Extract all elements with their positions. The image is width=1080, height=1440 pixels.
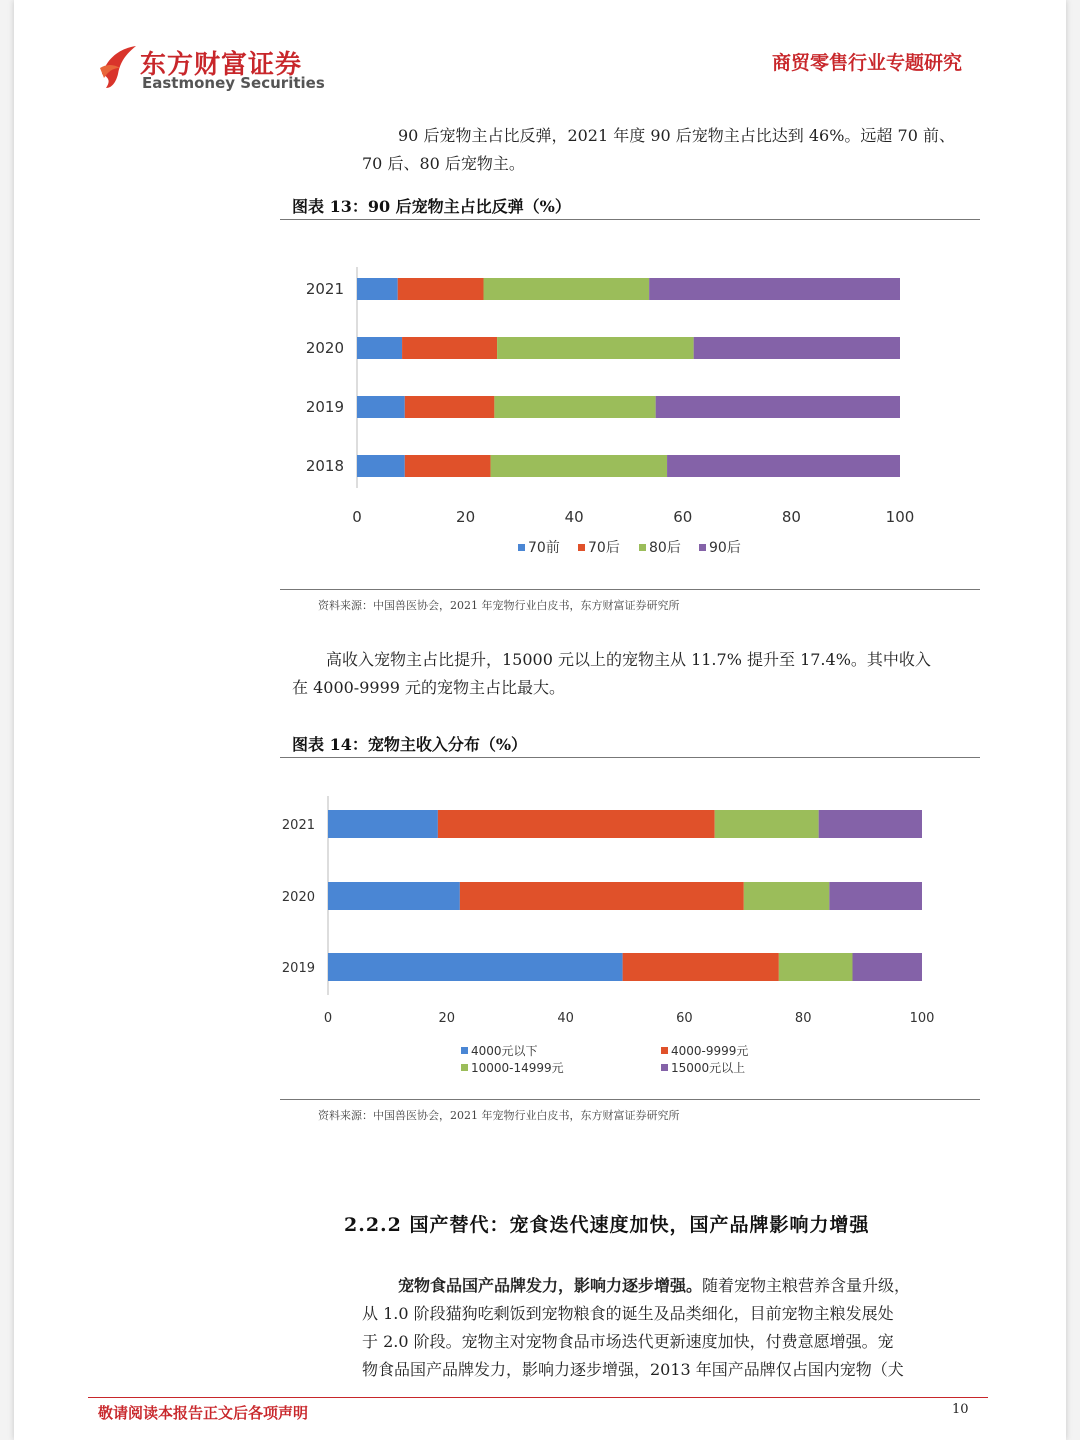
fig13-legend-label: 70前 [528, 540, 560, 556]
fig14-category-label: 2020 [281, 890, 315, 905]
fig14-legend-swatch [461, 1064, 468, 1071]
figure-14-chart [280, 790, 980, 1090]
section-heading: 2.2.2 国产替代：宠食迭代速度加快，国产品牌影响力增强 [344, 1214, 870, 1236]
figure-14-top-rule [280, 757, 980, 758]
fig13-category-label: 2019 [305, 398, 344, 416]
logo-name-en: Eastmoney Securities [142, 74, 325, 92]
fig14-legend-swatch [461, 1047, 468, 1054]
fig13-category-label: 2021 [305, 280, 344, 298]
fig13-bar-2018-s1 [405, 455, 491, 477]
figure-13-title: 图表 13：90 后宠物主占比反弹（%） [292, 197, 571, 216]
figure-14-source: 资料来源：中国兽医协会，2021 年宠物行业白皮书，东方财富证券研究所 [318, 1109, 680, 1122]
fig13-bar-2021-s2 [484, 278, 650, 300]
fig14-x-tick-label: 40 [557, 1011, 574, 1026]
fig13-bar-2019-s0 [357, 396, 405, 418]
fig14-bar-2021-s2 [715, 810, 819, 838]
fig14-legend-swatch [661, 1047, 668, 1054]
paragraph-3-line-2: 从 1.0 阶段猫狗吃剩饭到宠物粮食的诞生及品类细化，目前宠物主粮发展处 [362, 1304, 894, 1323]
fig13-bar-2020-s1 [402, 337, 497, 359]
fig14-x-tick-label: 80 [794, 1011, 812, 1026]
figure-14-bottom-rule [280, 1099, 980, 1100]
fig13-legend-swatch [578, 544, 585, 551]
figure-13-bottom-rule [280, 589, 980, 590]
fig13-bar-2019-s2 [494, 396, 655, 418]
paragraph-3-line-3: 于 2.0 阶段。宠物主对宠物食品市场迭代更新速度加快，付费意愿增强。宠 [362, 1332, 894, 1351]
fig14-bar-2021-s3 [819, 810, 922, 838]
fig14-legend-label: 4000元以下 [471, 1044, 538, 1058]
fig13-legend-swatch [639, 544, 646, 551]
footer-rule [88, 1397, 988, 1398]
fig13-bar-2019-s1 [405, 396, 495, 418]
paragraph-2-line-2: 在 4000-9999 元的宠物主占比最大。 [292, 678, 566, 697]
fig14-bar-2020-s2 [744, 882, 830, 910]
eastmoney-logo-icon [98, 44, 138, 90]
paragraph-3-bold-lead: 宠物食品国产品牌发力，影响力逐步增强。 [398, 1276, 703, 1295]
report-type-title: 商贸零售行业专题研究 [771, 52, 962, 74]
fig13-bar-2020-s0 [357, 337, 402, 359]
fig14-bar-2019-s3 [853, 953, 922, 981]
paragraph-2-line-1: 高收入宠物主占比提升，15000 元以上的宠物主从 11.7% 提升至 17.4%。其中收入 [326, 650, 931, 669]
fig14-legend-label: 15000元以上 [671, 1061, 746, 1075]
fig14-bar-2021-s0 [328, 810, 438, 838]
paragraph-3-line-1 [398, 1272, 910, 1300]
fig13-x-tick-label: 100 [885, 508, 915, 526]
paragraph-1-line-1: 90 后宠物主占比反弹，2021 年度 90 后宠物主占比达到 46%。远超 70 前、 [398, 126, 955, 145]
figure-13-chart [280, 250, 980, 570]
fig13-bar-2019-s3 [656, 396, 900, 418]
figure-13-top-rule [280, 219, 980, 220]
fig13-bar-2018-s0 [357, 455, 405, 477]
fig14-x-tick-label: 20 [438, 1011, 456, 1026]
paragraph-1-line-2: 70 后、80 后宠物主。 [362, 154, 525, 173]
fig13-bar-2018-s3 [667, 455, 900, 477]
figure-14-title: 图表 14：宠物主收入分布（%） [292, 735, 528, 754]
fig14-category-label: 2019 [281, 961, 315, 976]
fig13-legend-label: 70后 [588, 540, 620, 556]
fig14-bar-2020-s0 [328, 882, 460, 910]
fig13-bar-2021-s3 [649, 278, 900, 300]
fig14-legend-label: 4000-9999元 [671, 1044, 749, 1058]
figure-13-source: 资料来源：中国兽医协会，2021 年宠物行业白皮书，东方财富证券研究所 [318, 599, 680, 612]
logo-name-cn: 东方财富证券 [140, 50, 303, 80]
fig13-category-label: 2020 [305, 339, 344, 357]
fig13-bar-2020-s3 [694, 337, 900, 359]
fig13-bar-2021-s1 [398, 278, 484, 300]
fig13-legend-label: 80后 [649, 540, 681, 556]
fig13-x-tick-label: 0 [352, 508, 362, 526]
fig13-bar-2021-s0 [357, 278, 398, 300]
fig14-legend-swatch [661, 1064, 668, 1071]
fig14-bar-2019-s2 [779, 953, 853, 981]
fig13-x-tick-label: 40 [564, 508, 584, 526]
fig14-legend-label: 10000-14999元 [471, 1061, 564, 1075]
fig14-x-tick-label: 100 [909, 1011, 935, 1026]
fig14-bar-2020-s3 [829, 882, 922, 910]
fig13-bar-2020-s2 [497, 337, 694, 359]
fig14-bar-2019-s0 [328, 953, 623, 981]
fig14-bar-2020-s1 [460, 882, 744, 910]
fig13-legend-swatch [518, 544, 525, 551]
footer-disclaimer: 敬请阅读本报告正文后各项声明 [98, 1404, 309, 1422]
paragraph-3-line-1-rest: 随着宠物主粮营养含量升级， [702, 1276, 911, 1295]
fig13-bar-2018-s2 [491, 455, 667, 477]
fig13-category-label: 2018 [305, 457, 344, 475]
fig14-bar-2019-s1 [623, 953, 779, 981]
fig13-legend-label: 90后 [709, 540, 741, 556]
fig13-x-tick-label: 80 [781, 508, 801, 526]
fig13-x-tick-label: 60 [673, 508, 693, 526]
fig13-x-tick-label: 20 [456, 508, 476, 526]
fig14-bar-2021-s1 [438, 810, 715, 838]
fig14-x-tick-label: 60 [676, 1011, 693, 1026]
fig13-legend-swatch [699, 544, 706, 551]
fig14-category-label: 2021 [281, 818, 315, 833]
fig14-x-tick-label: 0 [323, 1011, 333, 1026]
paragraph-3-line-4: 物食品国产品牌发力，影响力逐步增强，2013 年国产品牌仅占国内宠物（犬 [362, 1360, 904, 1379]
page-number: 10 [952, 1402, 969, 1417]
